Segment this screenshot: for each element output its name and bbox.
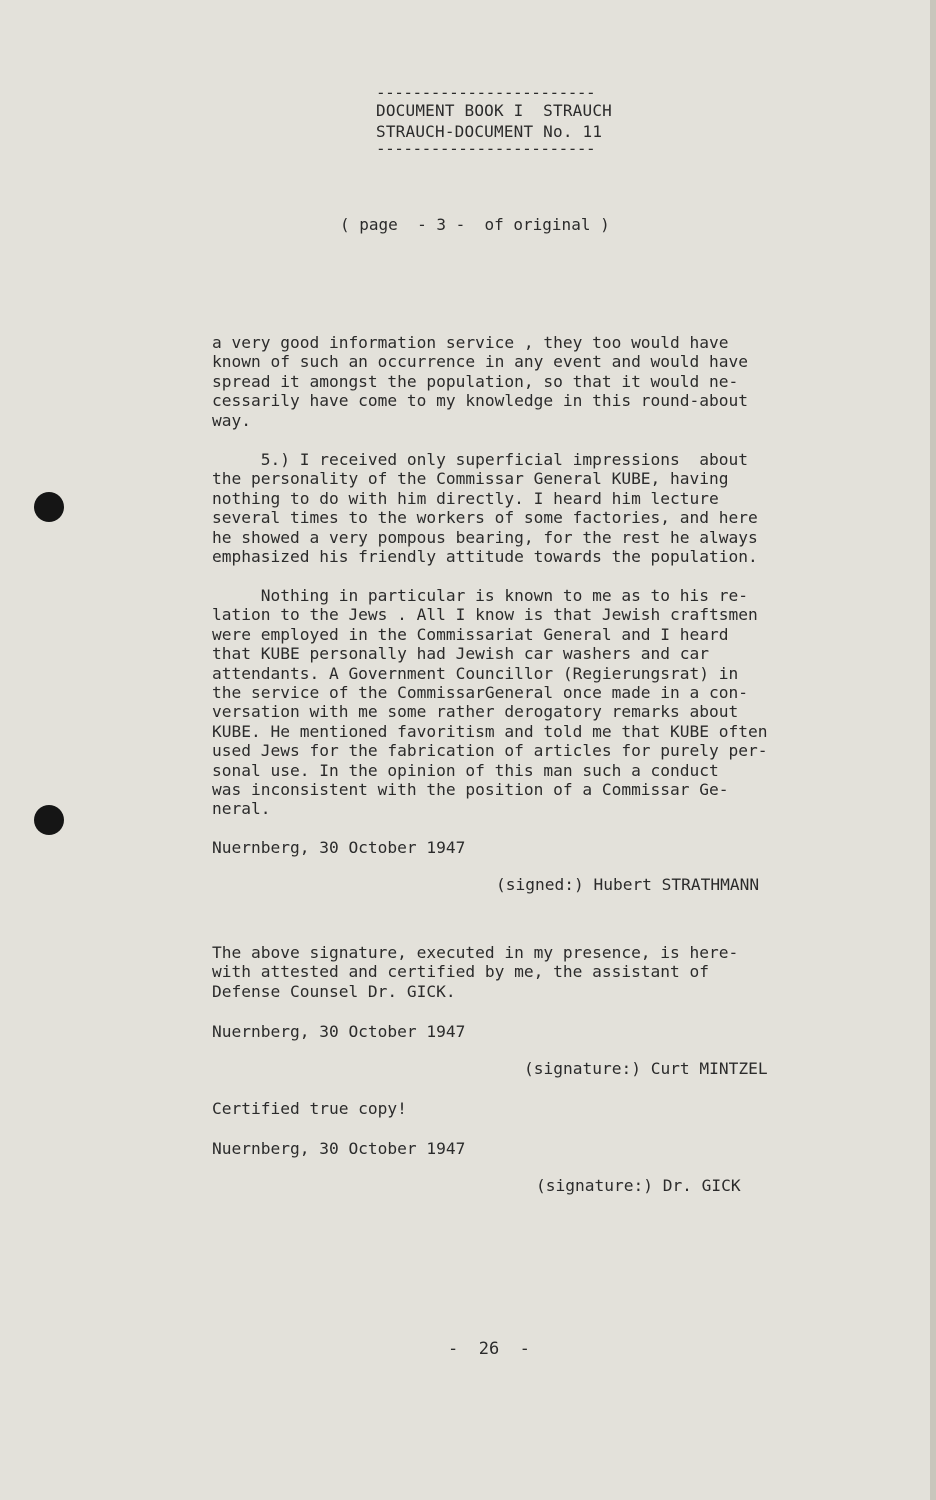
punch-hole-top bbox=[34, 492, 64, 522]
header-line-2: STRAUCH-DOCUMENT No. 11 bbox=[376, 122, 603, 141]
place-date-1: Nuernberg, 30 October 1947 bbox=[212, 838, 466, 857]
certified-true-copy: Certified true copy! bbox=[212, 1099, 407, 1118]
signature-mintzel: (signature:) Curt MINTZEL bbox=[524, 1059, 768, 1078]
signature-strathmann: (signed:) Hubert STRATHMANN bbox=[496, 875, 760, 894]
attestation-text: The above signature, executed in my presence, is here- with attested and certified by me, the assistant of Defense Counsel Dr. GICK. bbox=[212, 943, 739, 1001]
original-page-reference: ( page - 3 - of original ) bbox=[340, 215, 610, 234]
document-header bbox=[376, 83, 612, 158]
paragraph-1: a very good information service , they too would have known of such an occurrence in any event and would have spread it amongst the population, so that it would ne- cessarily have come to my knowledge in this round-about way. bbox=[212, 333, 749, 430]
header-rule-bottom: ------------------------ bbox=[376, 139, 596, 158]
paragraph-3: Nothing in particular is known to me as to his re- lation to the Jews . All I know is that Jewish craftsmen were employed in the Commissariat General and I heard that KUBE personally had Jewish car washers and car attendants. A Government Councillor (Regierungsrat) in the service of the CommissarGeneral once made in a con- versation with me some rather derogatory remarks about KUBE. He mentioned favoritism and told me that KUBE often used Jews for the fabrication of articles for purely per- sonal use. In the opinion of this man such a conduct was inconsistent with the position of a Commissar Ge- neral. bbox=[212, 586, 768, 819]
header-line-1: DOCUMENT BOOK I STRAUCH bbox=[376, 101, 612, 120]
paragraph-2: 5.) I received only superficial impressions about the personality of the Commissar General KUBE, having nothing to do with him directly. I heard him lecture several times to the workers of some factories, and here he showed a very pompous bearing, for the rest he always emphasized his friendly attitude towards the population. bbox=[212, 450, 758, 567]
header-rule-top: ------------------------ bbox=[376, 83, 596, 102]
page-number: - 26 - bbox=[448, 1339, 530, 1359]
place-date-3: Nuernberg, 30 October 1947 bbox=[212, 1139, 466, 1158]
place-date-2: Nuernberg, 30 October 1947 bbox=[212, 1022, 466, 1041]
punch-hole-bottom bbox=[34, 805, 64, 835]
page-edge bbox=[930, 0, 936, 1500]
signature-gick: (signature:) Dr. GICK bbox=[536, 1176, 741, 1195]
